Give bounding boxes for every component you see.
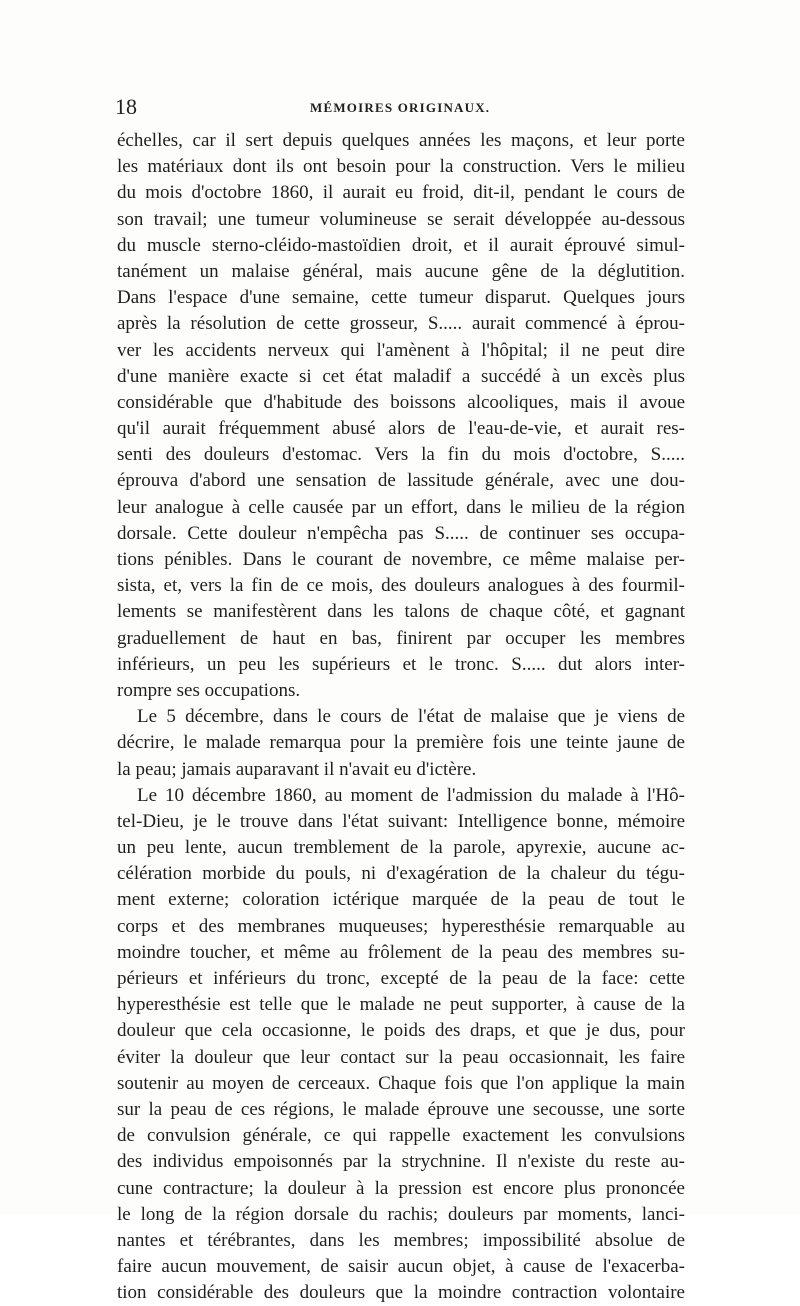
paragraph-start-line: Le 10 décembre 1860, au moment de l'admission du malade à l'Hô- <box>137 784 685 806</box>
text-line: d'une manière exacte si cet état maladif a succédé à un excès plus <box>117 365 685 387</box>
text-line: moindre toucher, et même au frôlement de la peau des membres su- <box>117 941 685 963</box>
paragraph-start-line: Le 5 décembre, dans le cours de l'état de malaise que je viens de <box>137 706 685 728</box>
text-line: échelles, car il sert depuis quelques années les maçons, et leur porte <box>117 130 685 151</box>
text-line: du muscle sterno-cléido-mastoïdien droit, et il aurait éprouvé simul- <box>117 234 685 256</box>
running-head: MÉMOIRES ORIGINAUX. <box>310 100 491 115</box>
text-line: célération morbide du pouls, ni d'exagération de la chaleur du tégu- <box>117 863 685 885</box>
text-line: après la résolution de cette grosseur, S..... aurait commencé à éprou- <box>117 313 685 335</box>
text-line: corps et des membranes muqueuses; hyperesthésie remarquable au <box>117 915 685 937</box>
text-line: soutenir au moyen de cerceaux. Chaque fois que l'on applique la main <box>117 1072 685 1094</box>
text-line: un peu lente, aucun tremblement de la parole, apyrexie, aucune ac- <box>117 837 685 859</box>
body-text <box>117 128 685 1306</box>
text-line: douleur que cela occasionne, le poids des draps, et que je dus, pour <box>117 1020 685 1042</box>
text-line: des individus empoisonnés par la strychnine. Il n'existe du reste au- <box>117 1151 685 1173</box>
text-line: éviter la douleur que leur contact sur la peau occasionnait, les faire <box>117 1046 685 1068</box>
text-line: senti des douleurs d'estomac. Vers la fin du mois d'octobre, S..... <box>117 444 685 466</box>
text-line: nantes et térébrantes, dans les membres; impossibilité absolue de <box>117 1229 685 1251</box>
text-line: Dans l'espace d'une semaine, cette tumeur disparut. Quelques jours <box>117 287 685 309</box>
text-line: qu'il aurait fréquemment abusé alors de l'eau-de-vie, et aurait res- <box>117 418 685 440</box>
text-line: son travail; une tumeur volumineuse se serait développée au-dessous <box>117 208 685 230</box>
text-line: considérable que d'habitude des boissons alcooliques, mais il avoue <box>117 391 685 413</box>
text-line: tel-Dieu, je le trouve dans l'état suivant: Intelligence bonne, mémoire <box>117 810 685 832</box>
text-line: sista, et, vers la fin de ce mois, des douleurs analogues à des fourmil- <box>117 575 685 597</box>
text-line: tions pénibles. Dans le courant de novembre, ce même malaise per- <box>117 549 685 570</box>
text-line: lements se manifestèrent dans les talons de chaque côté, et gagnant <box>117 601 685 623</box>
text-line: dorsale. Cette douleur n'empêcha pas S..... de continuer ses occupa- <box>117 522 685 544</box>
text-line: rompre ses occupations. <box>117 679 301 701</box>
text-line: tanément un malaise général, mais aucune gêne de la déglutition. <box>117 260 685 282</box>
text-line: cune contracture; la douleur à la pression est encore plus prononcée <box>117 1177 685 1199</box>
text-line: le long de la région dorsale du rachis; douleurs par moments, lanci- <box>117 1203 685 1225</box>
text-line: éprouva d'abord une sensation de lassitude générale, avec une dou- <box>117 470 685 492</box>
text-line: leur analogue à celle causée par un effort, dans le milieu de la région <box>117 496 685 518</box>
text-line: les matériaux dont ils ont besoin pour la construction. Vers le milieu <box>117 156 685 178</box>
text-line: sur la peau de ces régions, le malade éprouve une secousse, une sorte <box>117 1098 685 1120</box>
text-line: ver les accidents nerveux qui l'amènent à l'hôpital; il ne peut dire <box>117 339 685 361</box>
text-line: de convulsion générale, ce qui rappelle exactement les convulsions <box>117 1125 685 1147</box>
text-line: hyperesthésie est telle que le malade ne peut supporter, à cause de la <box>117 994 685 1016</box>
text-line: graduellement de haut en bas, finirent par occuper les membres <box>117 627 685 649</box>
text-line: périeurs et inférieurs du tronc, excepté de la peau de la face: cette <box>117 968 685 989</box>
text-line: du mois d'octobre 1860, il aurait eu froid, dit-il, pendant le cours de <box>117 182 685 204</box>
text-line: faire aucun mouvement, de saisir aucun objet, à cause de l'exacerba- <box>117 1256 685 1278</box>
text-line: la peau; jamais auparavant il n'avait eu d'ictère. <box>117 758 477 780</box>
text-line: ment externe; coloration ictérique marquée de la peau de tout le <box>117 889 685 911</box>
text-line: inférieurs, un peu les supérieurs et le tronc. S..... dut alors inter- <box>117 653 685 675</box>
page-number: 18 <box>115 94 137 119</box>
text-line: décrire, le malade remarqua pour la première fois une teinte jaune de <box>117 732 685 754</box>
page-header <box>115 94 685 124</box>
text-line: tion considérable des douleurs que la moindre contraction volontaire <box>117 1282 685 1304</box>
